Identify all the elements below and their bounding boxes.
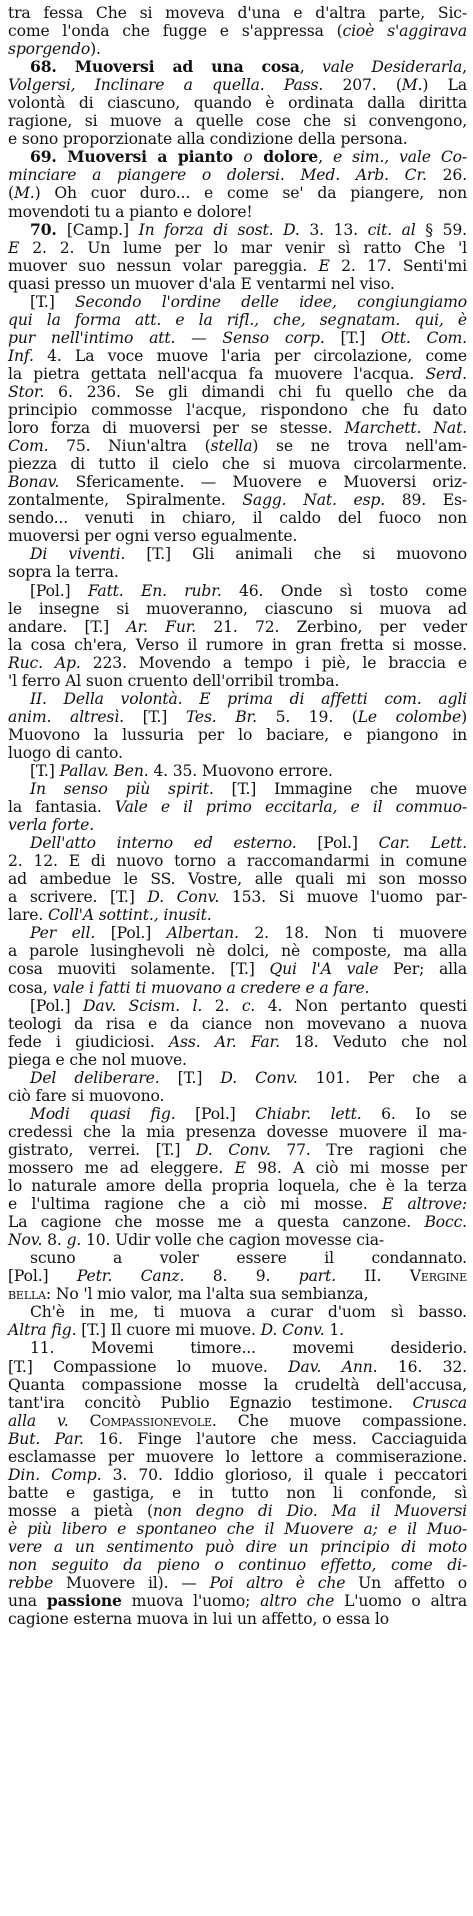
text-line [8, 112, 467, 130]
text-line [8, 1213, 467, 1231]
text-run: II. Della volontà. E prima di affetti com. agli [30, 689, 467, 708]
text-line [8, 1141, 467, 1159]
text-run: vale i fatti ti muovano a credere e a fare. [52, 978, 370, 997]
text-line [8, 762, 467, 780]
text-run: lo naturale amore della propria loquela, che è la terza [8, 1177, 467, 1196]
text-run: : No 'l mio valor, ma l'alta sua sembianza, [45, 1285, 369, 1304]
text-line [8, 726, 467, 744]
text-run: Un affetto o [345, 1574, 468, 1593]
text-line [8, 1033, 467, 1051]
text-run: 8. 9. [184, 1267, 299, 1286]
text-line [8, 960, 467, 978]
text-run: 75. Niun'altra ( [48, 437, 211, 456]
text-line [8, 1267, 467, 1285]
text-run: 4. La voce muove l'aria per circolazione, come [33, 346, 467, 365]
text-run: 207. ( [323, 76, 402, 95]
text-line [8, 509, 467, 527]
text-run: E altrove: [381, 1195, 468, 1214]
text-run: 77. Tre ragioni che [270, 1140, 467, 1159]
text-run: cit. al [367, 220, 416, 239]
text-run: Vergine [409, 1267, 468, 1286]
text-run: e sono proporzionate alla condizione della persona. [8, 130, 408, 149]
text-line [8, 1358, 467, 1376]
text-run: [T.] Compassione lo muove. [8, 1357, 289, 1376]
text-run: altro che [260, 1592, 335, 1611]
text-run: Ass. Ar. Far. [168, 1032, 280, 1051]
text-run: 89. Es- [385, 491, 467, 510]
text-line [8, 979, 467, 997]
text-run: 1. [324, 1321, 344, 1340]
text-run: 'l ferro Al suon cruento dell'orribil tromba. [8, 671, 340, 690]
text-run: scuno a voler essere il condannato. [30, 1249, 467, 1268]
text-run: In forza di sost. D. [138, 220, 300, 239]
text-run: , [318, 148, 333, 167]
text-run: e l'ultima ragione che a ciò mi mosse. [8, 1195, 382, 1214]
text-line [8, 4, 467, 22]
text-run: La cagione che mosse me a questa canzone. [8, 1213, 425, 1232]
text-line [8, 94, 467, 112]
text-line [8, 58, 467, 76]
text-run: . Che muove compassione. [211, 1411, 468, 1430]
text-run: Pallav. Ben. [59, 761, 149, 780]
text-run: ragione, si muove a quelle cose che si convengono, [8, 112, 467, 131]
text-line [8, 600, 467, 618]
text-line [8, 1105, 467, 1123]
text-line [8, 455, 467, 473]
text-line [8, 618, 467, 636]
text-line [8, 1538, 467, 1556]
text-run: 4. Non pertanto questi [255, 996, 467, 1015]
text-run: Vale e il primo eccitarla, e il commuo- [114, 798, 468, 817]
text-line [8, 708, 467, 726]
text-line [8, 221, 467, 239]
text-run: fede i giudiciosi. [8, 1032, 169, 1051]
text-run: E [234, 1159, 246, 1177]
text-run: batte e gastiga, e in tutto non li confonde, sì [8, 1483, 467, 1502]
text-run: Tes. Br. [185, 707, 257, 726]
text-run: [T.] Il cuore mi muove. [76, 1321, 261, 1340]
text-run: Le colombe [357, 707, 462, 726]
text-run: 6. 236. Se gli dimandi chi fu quello che da [44, 382, 467, 401]
text-run: Qui l'A vale [269, 960, 379, 979]
text-run: 2. 12. E di nuovo torno a raccomandarmi in comune [8, 852, 467, 871]
text-run: piega e che nol muove. [8, 1050, 187, 1069]
text-run: In senso più spirit. [30, 780, 214, 799]
text-line [8, 491, 467, 509]
text-run: II. [335, 1267, 410, 1286]
text-line [8, 924, 467, 942]
text-run: [Pol.] [95, 924, 167, 943]
text-run: ) [461, 707, 467, 726]
text-line [8, 1592, 467, 1610]
text-run: Serd. [425, 364, 467, 383]
text-run: 26. [426, 166, 468, 185]
text-run: passione [46, 1591, 122, 1611]
text-line [8, 1520, 467, 1538]
text-line [8, 527, 467, 545]
text-run: g. [66, 1231, 82, 1250]
text-run: [T.] [159, 1068, 221, 1087]
text-run: D. Conv. [147, 888, 220, 907]
text-run: Marchett. Nat. [344, 419, 467, 438]
text-run: ) Oh cuor duro... e come se' da piangere, non [34, 184, 467, 203]
text-run: e sim., vale Co- [332, 148, 467, 167]
text-run [69, 1412, 90, 1430]
text-line [8, 1394, 467, 1412]
text-run: ) se ne trova nell'am- [252, 437, 468, 456]
text-run: qui la forma att. e la rifl., che, segnatam. qui, è [8, 310, 467, 329]
text-run: Bocc. [424, 1213, 467, 1232]
text-run: D. Conv. [220, 1068, 298, 1087]
text-run: 10. Udir volle che cagion movesse cia- [81, 1231, 384, 1250]
text-run: [T.] [324, 328, 381, 347]
text-run: o [243, 148, 253, 167]
text-run: 2. [202, 996, 242, 1015]
text-line [8, 870, 467, 888]
text-line [8, 816, 467, 834]
text-run: § 59. [415, 220, 467, 239]
text-run: L'uomo o altra [334, 1592, 467, 1611]
text-run: la fantasia. [8, 798, 115, 817]
text-run: , [462, 58, 467, 77]
text-run: cosa, [8, 978, 53, 997]
text-run: verla forte. [8, 816, 94, 835]
text-run: But. Par. [8, 1429, 84, 1448]
text-run: dolore [252, 147, 319, 167]
text-run: muoversi per ogni verso egualmente. [8, 527, 298, 546]
text-line [8, 347, 467, 365]
text-line [8, 906, 467, 924]
text-run: 223. Movendo a tempo i piè, le braccia e [80, 653, 467, 672]
text-run: 3. 13. [299, 220, 368, 239]
text-line [8, 1412, 467, 1430]
text-run: volontà di ciascuno, quando è ordinata dalla diritta [8, 94, 467, 113]
text-run: le insegne si muoveranno, ciascuno si muova ad [8, 599, 467, 618]
text-run: 4. 35. Muovono errore. [148, 761, 333, 780]
text-line [8, 419, 467, 437]
text-run: Inf. [8, 346, 34, 365]
text-line [8, 690, 467, 708]
text-run: Fatt. En. rubr. [87, 581, 222, 600]
text-line [8, 1285, 467, 1303]
text-run: Quanta compassione mosse la crudeltà dell'accusa, [8, 1375, 467, 1394]
text-run: 68. Muoversi ad una cosa [30, 57, 300, 77]
text-run: ad ambedue le SS. Vostre, alle quali mi son mosso [8, 870, 467, 889]
text-run: E [318, 256, 330, 275]
text-run: credessi che la mia presenza dovesse muovere il ma- [8, 1122, 467, 1141]
text-run: Altra fig. [8, 1321, 77, 1340]
text-run: vere a un sentimento può dire un principio di moto [8, 1537, 467, 1556]
text-line [8, 40, 467, 58]
text-run: cagione esterna muova in lui un affetto, o essa lo [8, 1610, 389, 1629]
text-line [8, 545, 467, 563]
text-run: [Pol.] [30, 581, 88, 600]
text-line [8, 184, 467, 202]
text-run: 101. Per che a [297, 1068, 467, 1087]
text-line [8, 852, 467, 870]
text-line [8, 437, 467, 455]
text-line [8, 1321, 467, 1339]
text-run: Bonav. [8, 473, 60, 492]
text-line [8, 942, 467, 960]
text-run: mosse a pietà ( [8, 1501, 153, 1520]
text-run: 2. 2. Un lume per lo mar venir sì ratto Che 'l [19, 238, 467, 257]
text-run: alla v. [8, 1411, 69, 1430]
text-run: luogo di canto. [8, 743, 123, 762]
text-line [8, 1087, 467, 1105]
text-run: sporgendo [8, 40, 91, 59]
text-run: Modi quasi fig. [30, 1104, 176, 1123]
text-run: ). [90, 40, 101, 59]
text-line [8, 1177, 467, 1195]
text-run: 153. Si muove l'uomo par- [219, 888, 467, 907]
text-run: 2. 17. Senti'mi [329, 256, 467, 275]
text-run: 3. 70. Iddio glorioso, il quale i peccatori [101, 1465, 467, 1484]
text-run: 2. 18. Non ti muovere [238, 924, 467, 943]
text-line [8, 888, 467, 906]
text-line [8, 257, 467, 275]
text-run: andare. [T.] [8, 617, 127, 636]
text-run: ciò fare si muovono. [8, 1086, 165, 1105]
text-line [8, 166, 467, 184]
text-run: teologi da risa e da ciance non movevano a nuova [8, 1014, 467, 1033]
text-run: [T.] Immagine che muove [213, 780, 467, 799]
text-run: quasi presso un muover d'ala E ventarmi nel viso. [8, 274, 395, 293]
text-run: mossero me ad eleggere. [8, 1159, 235, 1177]
text-run: 5. 19. ( [256, 707, 358, 726]
text-run: lare. [8, 906, 48, 925]
text-line [8, 1466, 467, 1484]
text-run: [Pol.] [8, 1267, 77, 1286]
text-run: vale Desiderarla [322, 58, 463, 77]
text-run: principio commosse l'acque, rispondono che fu dato [8, 401, 467, 420]
text-run: rebbe [8, 1574, 54, 1593]
text-line [8, 401, 467, 419]
text-run: 16. 32. [377, 1357, 467, 1376]
text-line [8, 582, 467, 600]
text-line [8, 22, 467, 40]
text-run: tant'ira concitò Publio Egnazio testimone. [8, 1393, 413, 1412]
text-run: D. Conv. [195, 1140, 271, 1159]
text-run: Dav. Scism. l. [83, 996, 203, 1015]
text-run: Dav. Ann. [288, 1357, 378, 1376]
text-run: a scrivere. [T.] [8, 888, 148, 907]
text-line [8, 1249, 467, 1267]
text-run: Muovono la lussuria per lo baciare, e piangono in [8, 725, 467, 744]
text-run: pur nell'intimo att. — Senso corp. [8, 328, 325, 347]
text-run: sopra la terra. [8, 563, 119, 582]
text-run: M. [401, 76, 423, 95]
text-line [8, 1123, 467, 1141]
text-run: una [8, 1592, 47, 1611]
text-run: gistrato, verrei. [T.] [8, 1140, 196, 1159]
text-line [8, 203, 467, 221]
text-run: [Camp.] [66, 220, 139, 239]
text-line [8, 365, 467, 383]
text-run: Secondo l'ordine delle idee, congiungiamo [74, 292, 467, 311]
text-run: [T.] Gli animali che si muovono [125, 545, 467, 564]
text-run: [Pol.] [296, 834, 379, 853]
text-run: Ott. Com. [380, 328, 467, 347]
text-run: è più libero e spontaneo che il Muovere a; e il Muo- [8, 1519, 467, 1538]
text-line [8, 1448, 467, 1466]
text-run: Sfericamente. — Muovere e Muoversi oriz- [59, 473, 467, 492]
text-line [8, 311, 467, 329]
text-run: part. [298, 1267, 336, 1286]
text-run: D. Conv. [260, 1321, 325, 1340]
text-run: [Pol.] [30, 996, 84, 1015]
text-run: Poi altro è che [209, 1574, 346, 1593]
text-run: 11. Movemi timore... movemi desiderio. [30, 1339, 467, 1358]
text-run: , [299, 58, 323, 77]
text-run: [Pol.] [175, 1104, 256, 1123]
text-run: Del deliberare. [30, 1068, 160, 1087]
text-line [8, 1556, 467, 1574]
text-run: bella [8, 1285, 46, 1304]
text-run: ( [8, 184, 14, 203]
text-run: la cosa ch'era, Verso il rumore in gran fretta si mosse. [8, 635, 467, 654]
text-line [8, 239, 467, 257]
text-run: Compassionevole [89, 1411, 212, 1430]
text-run: movendoti tu a pianto e dolore! [8, 202, 253, 221]
text-line [8, 148, 467, 166]
text-run: Muovere il). — [53, 1574, 210, 1593]
text-run: 21. 72. Zerbino, per veder [196, 617, 467, 636]
text-line [8, 1502, 467, 1520]
text-run: non seguito da pieno o continuo effetto, come di- [8, 1556, 467, 1575]
text-run: Chiabr. lett. [255, 1104, 362, 1123]
text-run: 18. Veduto che nol [279, 1032, 468, 1051]
text-run: Nov. [8, 1231, 43, 1250]
text-run: [T.] [30, 292, 75, 311]
text-run: 98. A ciò mi mosse per [245, 1159, 467, 1177]
text-run: Petr. Canz. [76, 1267, 185, 1286]
text-run: Per; alla [378, 960, 467, 979]
text-run: Din. Comp. [8, 1465, 102, 1484]
text-run: Car. Lett. [378, 834, 467, 853]
text-run: Stor. [8, 382, 45, 401]
text-run: a parole lusinghevoli nè dolci, nè composte, ma alla [8, 942, 467, 961]
text-line [8, 76, 467, 94]
text-line [8, 1195, 467, 1213]
text-run: c. [241, 996, 256, 1015]
text-line [8, 780, 467, 798]
text-line [8, 798, 467, 816]
text-line [8, 654, 467, 672]
text-line [8, 329, 467, 347]
text-line [8, 1610, 467, 1628]
text-run: 8. [42, 1231, 67, 1250]
text-line [8, 275, 467, 293]
text-run: cosa muoviti solamente. [T.] [8, 960, 270, 979]
text-run: M. [13, 184, 35, 203]
text-line [8, 1159, 467, 1177]
text-run: Ruc. Ap. [8, 653, 81, 672]
text-run: Sagg. Nat. esp. [242, 491, 386, 510]
text-run: sendo... venuti in chiaro, il caldo del fuoco non [8, 509, 467, 528]
text-line [8, 293, 467, 311]
text-run: Di viventi. [30, 545, 126, 564]
text-run: Coll'A sottint., inusit. [47, 906, 212, 925]
text-line [8, 1484, 467, 1502]
text-run: anim. altresì. [8, 707, 124, 726]
text-run: esclamasse per muovere lo lettore a commiserazione. [8, 1447, 467, 1466]
text-line [8, 383, 467, 401]
text-run: ) La [422, 76, 468, 95]
text-run: 70. [30, 219, 67, 239]
text-run: Per ell. [30, 924, 96, 943]
text-line [8, 1231, 467, 1249]
text-run: 6. Io se [361, 1104, 468, 1123]
text-run: Ch'è in me, ti muova a curar d'uom sì basso. [30, 1303, 467, 1322]
text-line [8, 563, 467, 581]
text-run: stella [210, 437, 253, 456]
text-run: non degno di Dio. Ma il Muoversi [152, 1501, 468, 1520]
text-run: minciare a piangere o dolersi. Med. Arb. Cr. [8, 166, 427, 185]
text-line [8, 1574, 467, 1592]
text-line [8, 636, 467, 654]
text-run: Com. [8, 437, 49, 456]
text-run: muova l'uomo; [121, 1592, 261, 1611]
text-run: piezza di tutto il cielo che si muova circolarmente. [8, 455, 467, 474]
text-run: muover suo nessun volar pareggia. [8, 256, 319, 275]
text-run: Ar. Fur. [126, 617, 197, 636]
text-line [8, 744, 467, 762]
text-run: tra fessa Che si moveva d'una e d'altra parte, Sic- [8, 4, 467, 22]
text-line [8, 1015, 467, 1033]
text-line [8, 997, 467, 1015]
text-run: zontalmente, Spiralmente. [8, 491, 243, 510]
text-line [8, 473, 467, 491]
text-run: Dell'atto interno ed esterno. [30, 834, 297, 853]
text-run: Volgersi, Inclinare a quella. Pass. [8, 76, 324, 95]
text-run: Albertan. [166, 924, 239, 943]
text-line [8, 1376, 467, 1394]
text-run: la pietra gettata nell'acqua fa muovere l'acqua. [8, 364, 426, 383]
text-line [8, 834, 467, 852]
text-line [8, 1430, 467, 1448]
text-line [8, 130, 467, 148]
text-run: cioè s'aggirava [342, 22, 467, 41]
text-run: [T.] [123, 707, 186, 726]
text-run: Crusca [412, 1393, 467, 1412]
text-line [8, 1339, 467, 1357]
text-run: loro forza di muoversi per se stesse. [8, 419, 345, 438]
text-run: 16. Finge l'autore che mess. Cacciaguida [83, 1429, 468, 1448]
text-line [8, 1303, 467, 1321]
text-run: [T.] [30, 761, 60, 780]
text-run: E [8, 238, 20, 257]
text-run: 69. Muoversi a pianto [30, 147, 244, 167]
text-run: come l'onda che fugge e s'appressa ( [8, 22, 343, 41]
text-line [8, 1051, 467, 1069]
text-line [8, 672, 467, 690]
text-run: 46. Onde sì tosto come [221, 581, 467, 600]
text-line [8, 1069, 467, 1087]
